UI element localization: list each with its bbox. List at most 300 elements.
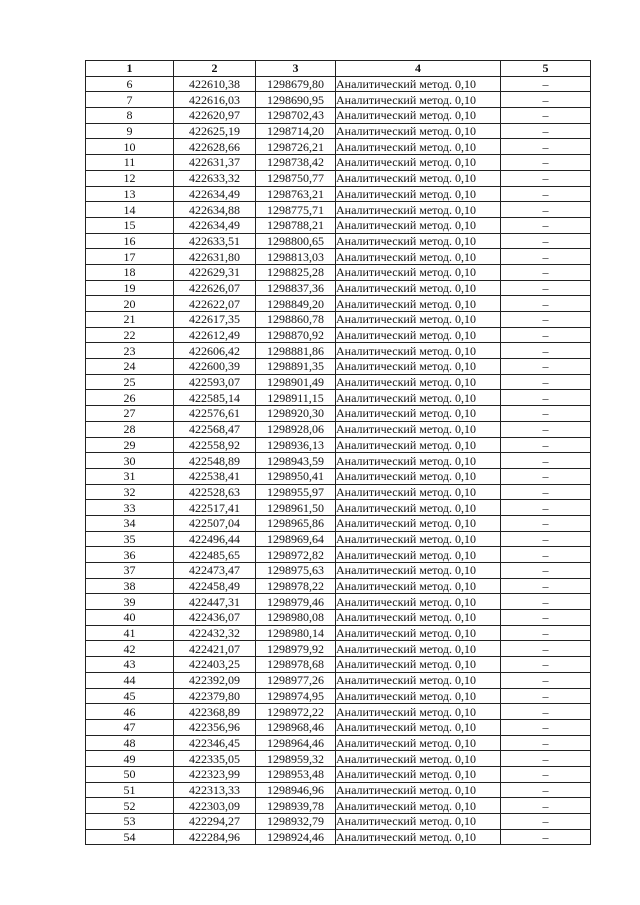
- y-coordinate-cell: 1298961,50: [256, 500, 336, 516]
- x-coordinate-cell: 422568,47: [174, 421, 256, 437]
- method-cell: Аналитический метод. 0,10: [336, 264, 501, 280]
- x-coordinate-cell: 422626,07: [174, 280, 256, 296]
- x-coordinate-cell: 422284,96: [174, 829, 256, 845]
- method-cell: Аналитический метод. 0,10: [336, 610, 501, 626]
- note-cell: –: [501, 547, 591, 563]
- method-cell: Аналитический метод. 0,10: [336, 217, 501, 233]
- y-coordinate-cell: 1298837,36: [256, 280, 336, 296]
- point-number-cell: 51: [86, 782, 174, 798]
- method-cell: Аналитический метод. 0,10: [336, 782, 501, 798]
- y-coordinate-cell: 1298979,92: [256, 641, 336, 657]
- method-cell: Аналитический метод. 0,10: [336, 359, 501, 375]
- point-number-cell: 37: [86, 563, 174, 579]
- x-coordinate-cell: 422620,97: [174, 108, 256, 124]
- table-row: [86, 704, 591, 720]
- method-cell: Аналитический метод. 0,10: [336, 312, 501, 328]
- point-number-cell: 29: [86, 437, 174, 453]
- x-coordinate-cell: 422585,14: [174, 390, 256, 406]
- point-number-cell: 23: [86, 343, 174, 359]
- note-cell: –: [501, 280, 591, 296]
- table-row: [86, 359, 591, 375]
- table-row: [86, 578, 591, 594]
- table-row: [86, 233, 591, 249]
- x-coordinate-cell: 422634,49: [174, 217, 256, 233]
- y-coordinate-cell: 1298911,15: [256, 390, 336, 406]
- table-row: [86, 108, 591, 124]
- note-cell: –: [501, 735, 591, 751]
- method-cell: Аналитический метод. 0,10: [336, 92, 501, 108]
- point-number-cell: 34: [86, 515, 174, 531]
- method-cell: Аналитический метод. 0,10: [336, 829, 501, 845]
- table-row: [86, 170, 591, 186]
- method-cell: Аналитический метод. 0,10: [336, 123, 501, 139]
- point-number-cell: 54: [86, 829, 174, 845]
- method-cell: Аналитический метод. 0,10: [336, 735, 501, 751]
- method-cell: Аналитический метод. 0,10: [336, 500, 501, 516]
- table-row: [86, 751, 591, 767]
- x-coordinate-cell: 422631,37: [174, 155, 256, 171]
- y-coordinate-cell: 1298702,43: [256, 108, 336, 124]
- table-row: [86, 92, 591, 108]
- x-coordinate-cell: 422606,42: [174, 343, 256, 359]
- y-coordinate-cell: 1298980,08: [256, 610, 336, 626]
- table-row: [86, 374, 591, 390]
- note-cell: –: [501, 186, 591, 202]
- y-coordinate-cell: 1298788,21: [256, 217, 336, 233]
- method-cell: Аналитический метод. 0,10: [336, 76, 501, 92]
- method-cell: Аналитический метод. 0,10: [336, 814, 501, 830]
- table-row: [86, 249, 591, 265]
- y-coordinate-cell: 1298891,35: [256, 359, 336, 375]
- method-cell: Аналитический метод. 0,10: [336, 406, 501, 422]
- header-col-5: 5: [501, 61, 591, 77]
- table-row: [86, 641, 591, 657]
- y-coordinate-cell: 1298972,82: [256, 547, 336, 563]
- table-body: [86, 76, 591, 845]
- note-cell: –: [501, 249, 591, 265]
- method-cell: Аналитический метод. 0,10: [336, 515, 501, 531]
- point-number-cell: 45: [86, 688, 174, 704]
- y-coordinate-cell: 1298860,78: [256, 312, 336, 328]
- point-number-cell: 26: [86, 390, 174, 406]
- point-number-cell: 36: [86, 547, 174, 563]
- point-number-cell: 27: [86, 406, 174, 422]
- table-row: [86, 515, 591, 531]
- note-cell: –: [501, 296, 591, 312]
- point-number-cell: 13: [86, 186, 174, 202]
- method-cell: Аналитический метод. 0,10: [336, 202, 501, 218]
- table-row: [86, 327, 591, 343]
- note-cell: –: [501, 563, 591, 579]
- note-cell: –: [501, 123, 591, 139]
- table-row: [86, 688, 591, 704]
- note-cell: –: [501, 814, 591, 830]
- x-coordinate-cell: 422612,49: [174, 327, 256, 343]
- table-row: [86, 264, 591, 280]
- table-row: [86, 406, 591, 422]
- note-cell: –: [501, 217, 591, 233]
- point-number-cell: 22: [86, 327, 174, 343]
- table-row: [86, 657, 591, 673]
- table-row: [86, 296, 591, 312]
- point-number-cell: 19: [86, 280, 174, 296]
- x-coordinate-cell: 422323,99: [174, 766, 256, 782]
- y-coordinate-cell: 1298763,21: [256, 186, 336, 202]
- x-coordinate-cell: 422593,07: [174, 374, 256, 390]
- note-cell: –: [501, 233, 591, 249]
- point-number-cell: 38: [86, 578, 174, 594]
- method-cell: Аналитический метод. 0,10: [336, 186, 501, 202]
- x-coordinate-cell: 422528,63: [174, 484, 256, 500]
- method-cell: Аналитический метод. 0,10: [336, 421, 501, 437]
- y-coordinate-cell: 1298939,78: [256, 798, 336, 814]
- point-number-cell: 12: [86, 170, 174, 186]
- note-cell: –: [501, 327, 591, 343]
- y-coordinate-cell: 1298979,46: [256, 594, 336, 610]
- y-coordinate-cell: 1298870,92: [256, 327, 336, 343]
- x-coordinate-cell: 422558,92: [174, 437, 256, 453]
- note-cell: –: [501, 406, 591, 422]
- method-cell: Аналитический метод. 0,10: [336, 327, 501, 343]
- y-coordinate-cell: 1298959,32: [256, 751, 336, 767]
- point-number-cell: 10: [86, 139, 174, 155]
- y-coordinate-cell: 1298750,77: [256, 170, 336, 186]
- y-coordinate-cell: 1298901,49: [256, 374, 336, 390]
- header-row: [86, 61, 591, 77]
- table-row: [86, 735, 591, 751]
- y-coordinate-cell: 1298968,46: [256, 719, 336, 735]
- note-cell: –: [501, 829, 591, 845]
- note-cell: –: [501, 500, 591, 516]
- x-coordinate-cell: 422335,05: [174, 751, 256, 767]
- table-row: [86, 782, 591, 798]
- x-coordinate-cell: 422356,96: [174, 719, 256, 735]
- y-coordinate-cell: 1298881,86: [256, 343, 336, 359]
- y-coordinate-cell: 1298775,71: [256, 202, 336, 218]
- method-cell: Аналитический метод. 0,10: [336, 704, 501, 720]
- header-col-4: 4: [336, 61, 501, 77]
- note-cell: –: [501, 657, 591, 673]
- point-number-cell: 28: [86, 421, 174, 437]
- method-cell: Аналитический метод. 0,10: [336, 484, 501, 500]
- header-col-1: 1: [86, 61, 174, 77]
- method-cell: Аналитический метод. 0,10: [336, 657, 501, 673]
- table-row: [86, 484, 591, 500]
- x-coordinate-cell: 422600,39: [174, 359, 256, 375]
- table-header: [86, 61, 591, 77]
- x-coordinate-cell: 422303,09: [174, 798, 256, 814]
- table-row: [86, 563, 591, 579]
- note-cell: –: [501, 108, 591, 124]
- method-cell: Аналитический метод. 0,10: [336, 688, 501, 704]
- point-number-cell: 25: [86, 374, 174, 390]
- table-row: [86, 155, 591, 171]
- note-cell: –: [501, 610, 591, 626]
- method-cell: Аналитический метод. 0,10: [336, 374, 501, 390]
- table-row: [86, 829, 591, 845]
- y-coordinate-cell: 1298932,79: [256, 814, 336, 830]
- note-cell: –: [501, 688, 591, 704]
- y-coordinate-cell: 1298849,20: [256, 296, 336, 312]
- y-coordinate-cell: 1298972,22: [256, 704, 336, 720]
- y-coordinate-cell: 1298813,03: [256, 249, 336, 265]
- point-number-cell: 18: [86, 264, 174, 280]
- note-cell: –: [501, 468, 591, 484]
- method-cell: Аналитический метод. 0,10: [336, 547, 501, 563]
- method-cell: Аналитический метод. 0,10: [336, 641, 501, 657]
- note-cell: –: [501, 798, 591, 814]
- x-coordinate-cell: 422617,35: [174, 312, 256, 328]
- table-row: [86, 76, 591, 92]
- note-cell: –: [501, 343, 591, 359]
- y-coordinate-cell: 1298965,86: [256, 515, 336, 531]
- method-cell: Аналитический метод. 0,10: [336, 233, 501, 249]
- x-coordinate-cell: 422403,25: [174, 657, 256, 673]
- point-number-cell: 7: [86, 92, 174, 108]
- x-coordinate-cell: 422436,07: [174, 610, 256, 626]
- table-row: [86, 547, 591, 563]
- note-cell: –: [501, 390, 591, 406]
- table-row: [86, 280, 591, 296]
- point-number-cell: 53: [86, 814, 174, 830]
- y-coordinate-cell: 1298974,95: [256, 688, 336, 704]
- point-number-cell: 32: [86, 484, 174, 500]
- y-coordinate-cell: 1298977,26: [256, 672, 336, 688]
- note-cell: –: [501, 594, 591, 610]
- point-number-cell: 46: [86, 704, 174, 720]
- x-coordinate-cell: 422458,49: [174, 578, 256, 594]
- point-number-cell: 43: [86, 657, 174, 673]
- point-number-cell: 41: [86, 625, 174, 641]
- x-coordinate-cell: 422379,80: [174, 688, 256, 704]
- x-coordinate-cell: 422576,61: [174, 406, 256, 422]
- point-number-cell: 30: [86, 453, 174, 469]
- y-coordinate-cell: 1298975,63: [256, 563, 336, 579]
- table-row: [86, 766, 591, 782]
- x-coordinate-cell: 422625,19: [174, 123, 256, 139]
- y-coordinate-cell: 1298980,14: [256, 625, 336, 641]
- table-row: [86, 139, 591, 155]
- x-coordinate-cell: 422628,66: [174, 139, 256, 155]
- x-coordinate-cell: 422517,41: [174, 500, 256, 516]
- table-row: [86, 468, 591, 484]
- note-cell: –: [501, 202, 591, 218]
- note-cell: –: [501, 170, 591, 186]
- point-number-cell: 42: [86, 641, 174, 657]
- table-row: [86, 343, 591, 359]
- coordinates-table: [85, 60, 591, 845]
- y-coordinate-cell: 1298978,22: [256, 578, 336, 594]
- y-coordinate-cell: 1298969,64: [256, 531, 336, 547]
- method-cell: Аналитический метод. 0,10: [336, 563, 501, 579]
- note-cell: –: [501, 751, 591, 767]
- x-coordinate-cell: 422473,47: [174, 563, 256, 579]
- table-row: [86, 217, 591, 233]
- method-cell: Аналитический метод. 0,10: [336, 139, 501, 155]
- point-number-cell: 50: [86, 766, 174, 782]
- note-cell: –: [501, 312, 591, 328]
- point-number-cell: 33: [86, 500, 174, 516]
- x-coordinate-cell: 422610,38: [174, 76, 256, 92]
- y-coordinate-cell: 1298825,28: [256, 264, 336, 280]
- y-coordinate-cell: 1298936,13: [256, 437, 336, 453]
- point-number-cell: 52: [86, 798, 174, 814]
- table-row: [86, 610, 591, 626]
- x-coordinate-cell: 422548,89: [174, 453, 256, 469]
- table-row: [86, 123, 591, 139]
- y-coordinate-cell: 1298950,41: [256, 468, 336, 484]
- method-cell: Аналитический метод. 0,10: [336, 296, 501, 312]
- x-coordinate-cell: 422538,41: [174, 468, 256, 484]
- note-cell: –: [501, 719, 591, 735]
- x-coordinate-cell: 422368,89: [174, 704, 256, 720]
- method-cell: Аналитический метод. 0,10: [336, 719, 501, 735]
- point-number-cell: 44: [86, 672, 174, 688]
- point-number-cell: 21: [86, 312, 174, 328]
- table-row: [86, 453, 591, 469]
- x-coordinate-cell: 422634,49: [174, 186, 256, 202]
- x-coordinate-cell: 422633,51: [174, 233, 256, 249]
- note-cell: –: [501, 139, 591, 155]
- y-coordinate-cell: 1298953,48: [256, 766, 336, 782]
- point-number-cell: 20: [86, 296, 174, 312]
- point-number-cell: 6: [86, 76, 174, 92]
- x-coordinate-cell: 422447,31: [174, 594, 256, 610]
- note-cell: –: [501, 264, 591, 280]
- y-coordinate-cell: 1298920,30: [256, 406, 336, 422]
- x-coordinate-cell: 422616,03: [174, 92, 256, 108]
- note-cell: –: [501, 92, 591, 108]
- table-row: [86, 421, 591, 437]
- y-coordinate-cell: 1298924,46: [256, 829, 336, 845]
- y-coordinate-cell: 1298943,59: [256, 453, 336, 469]
- y-coordinate-cell: 1298946,96: [256, 782, 336, 798]
- header-col-3: 3: [256, 61, 336, 77]
- method-cell: Аналитический метод. 0,10: [336, 625, 501, 641]
- x-coordinate-cell: 422421,07: [174, 641, 256, 657]
- method-cell: Аналитический метод. 0,10: [336, 155, 501, 171]
- method-cell: Аналитический метод. 0,10: [336, 751, 501, 767]
- x-coordinate-cell: 422631,80: [174, 249, 256, 265]
- x-coordinate-cell: 422485,65: [174, 547, 256, 563]
- note-cell: –: [501, 359, 591, 375]
- table-row: [86, 312, 591, 328]
- table-row: [86, 798, 591, 814]
- method-cell: Аналитический метод. 0,10: [336, 280, 501, 296]
- method-cell: Аналитический метод. 0,10: [336, 170, 501, 186]
- header-col-2: 2: [174, 61, 256, 77]
- x-coordinate-cell: 422346,45: [174, 735, 256, 751]
- method-cell: Аналитический метод. 0,10: [336, 390, 501, 406]
- point-number-cell: 15: [86, 217, 174, 233]
- y-coordinate-cell: 1298679,80: [256, 76, 336, 92]
- x-coordinate-cell: 422507,04: [174, 515, 256, 531]
- point-number-cell: 16: [86, 233, 174, 249]
- method-cell: Аналитический метод. 0,10: [336, 437, 501, 453]
- method-cell: Аналитический метод. 0,10: [336, 594, 501, 610]
- table-row: [86, 625, 591, 641]
- x-coordinate-cell: 422622,07: [174, 296, 256, 312]
- note-cell: –: [501, 704, 591, 720]
- table-row: [86, 500, 591, 516]
- note-cell: –: [501, 766, 591, 782]
- x-coordinate-cell: 422633,32: [174, 170, 256, 186]
- point-number-cell: 47: [86, 719, 174, 735]
- point-number-cell: 40: [86, 610, 174, 626]
- point-number-cell: 31: [86, 468, 174, 484]
- table-row: [86, 202, 591, 218]
- note-cell: –: [501, 155, 591, 171]
- point-number-cell: 11: [86, 155, 174, 171]
- point-number-cell: 9: [86, 123, 174, 139]
- note-cell: –: [501, 578, 591, 594]
- y-coordinate-cell: 1298738,42: [256, 155, 336, 171]
- y-coordinate-cell: 1298714,20: [256, 123, 336, 139]
- note-cell: –: [501, 515, 591, 531]
- note-cell: –: [501, 531, 591, 547]
- point-number-cell: 48: [86, 735, 174, 751]
- y-coordinate-cell: 1298690,95: [256, 92, 336, 108]
- point-number-cell: 17: [86, 249, 174, 265]
- x-coordinate-cell: 422313,33: [174, 782, 256, 798]
- x-coordinate-cell: 422392,09: [174, 672, 256, 688]
- method-cell: Аналитический метод. 0,10: [336, 108, 501, 124]
- method-cell: Аналитический метод. 0,10: [336, 672, 501, 688]
- table-row: [86, 531, 591, 547]
- note-cell: –: [501, 782, 591, 798]
- point-number-cell: 35: [86, 531, 174, 547]
- table-row: [86, 437, 591, 453]
- method-cell: Аналитический метод. 0,10: [336, 531, 501, 547]
- x-coordinate-cell: 422432,32: [174, 625, 256, 641]
- point-number-cell: 24: [86, 359, 174, 375]
- method-cell: Аналитический метод. 0,10: [336, 468, 501, 484]
- x-coordinate-cell: 422634,88: [174, 202, 256, 218]
- method-cell: Аналитический метод. 0,10: [336, 343, 501, 359]
- method-cell: Аналитический метод. 0,10: [336, 453, 501, 469]
- y-coordinate-cell: 1298964,46: [256, 735, 336, 751]
- note-cell: –: [501, 641, 591, 657]
- table-row: [86, 186, 591, 202]
- table-row: [86, 594, 591, 610]
- y-coordinate-cell: 1298978,68: [256, 657, 336, 673]
- x-coordinate-cell: 422496,44: [174, 531, 256, 547]
- y-coordinate-cell: 1298955,97: [256, 484, 336, 500]
- table-row: [86, 814, 591, 830]
- y-coordinate-cell: 1298726,21: [256, 139, 336, 155]
- point-number-cell: 49: [86, 751, 174, 767]
- point-number-cell: 8: [86, 108, 174, 124]
- table-row: [86, 719, 591, 735]
- note-cell: –: [501, 374, 591, 390]
- note-cell: –: [501, 421, 591, 437]
- table-row: [86, 390, 591, 406]
- note-cell: –: [501, 484, 591, 500]
- x-coordinate-cell: 422629,31: [174, 264, 256, 280]
- method-cell: Аналитический метод. 0,10: [336, 798, 501, 814]
- note-cell: –: [501, 437, 591, 453]
- y-coordinate-cell: 1298800,65: [256, 233, 336, 249]
- method-cell: Аналитический метод. 0,10: [336, 578, 501, 594]
- point-number-cell: 14: [86, 202, 174, 218]
- method-cell: Аналитический метод. 0,10: [336, 249, 501, 265]
- point-number-cell: 39: [86, 594, 174, 610]
- note-cell: –: [501, 453, 591, 469]
- note-cell: –: [501, 625, 591, 641]
- method-cell: Аналитический метод. 0,10: [336, 766, 501, 782]
- table-row: [86, 672, 591, 688]
- y-coordinate-cell: 1298928,06: [256, 421, 336, 437]
